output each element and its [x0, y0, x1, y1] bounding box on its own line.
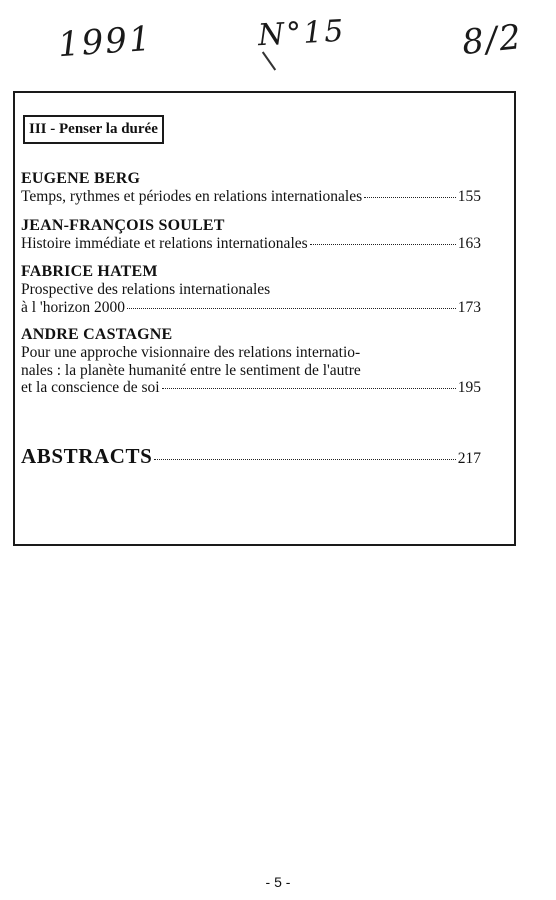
entry-title: à l 'horizon 2000: [21, 298, 125, 316]
handwritten-fraction: 8/2: [460, 16, 525, 64]
dot-leader: [154, 459, 455, 460]
entry-author: ANDRE CASTAGNE: [21, 326, 173, 343]
entry-author: EUGENE BERG: [21, 170, 141, 187]
entry-page-number: 195: [457, 379, 481, 396]
entry-title: Temps, rythmes et périodes en relations internationales: [21, 188, 363, 205]
dot-leader: [310, 244, 456, 245]
dot-leader: [162, 388, 456, 389]
toc-entry-soulet: [21, 217, 481, 253]
dot-leader: [364, 197, 456, 198]
entry-title: Histoire immédiate et relations internationales: [21, 235, 308, 252]
toc-entry-hatem: [21, 263, 481, 316]
entry-title-line: nales : la planète humanité entre le sentiment de l'autre: [21, 361, 361, 379]
entry-page-number: 155: [457, 188, 481, 205]
entry-author: FABRICE HATEM: [21, 263, 158, 280]
page-number: - 5 -: [265, 874, 291, 890]
entry-title-line: Pour une approche visionnaire des relations internatio-: [21, 344, 361, 361]
handwritten-issue-number: N°15: [257, 13, 347, 54]
toc-line: [21, 235, 481, 253]
entry-title: et la conscience de soi: [21, 379, 160, 396]
abstracts-label: ABSTRACTS: [21, 444, 153, 468]
entry-title-line: Prospective des relations internationales: [21, 281, 271, 298]
toc-line: [21, 299, 481, 317]
toc-entry-abstracts: [21, 444, 481, 469]
toc-entry-berg: [21, 170, 481, 206]
abstracts-page-number: 217: [457, 450, 481, 467]
entry-page-number: 173: [457, 298, 481, 316]
toc-entry-castagne: [21, 326, 481, 397]
toc-line: [21, 188, 481, 206]
entry-author: JEAN-FRANÇOIS SOULET: [21, 217, 225, 234]
handwritten-year: 1991: [56, 18, 154, 66]
dot-leader: [127, 308, 456, 309]
handwritten-stroke: [262, 51, 276, 70]
toc-frame: [13, 91, 516, 546]
section-heading: III - Penser la durée: [23, 115, 164, 144]
toc-line: [21, 379, 481, 397]
entry-page-number: 163: [457, 235, 481, 252]
